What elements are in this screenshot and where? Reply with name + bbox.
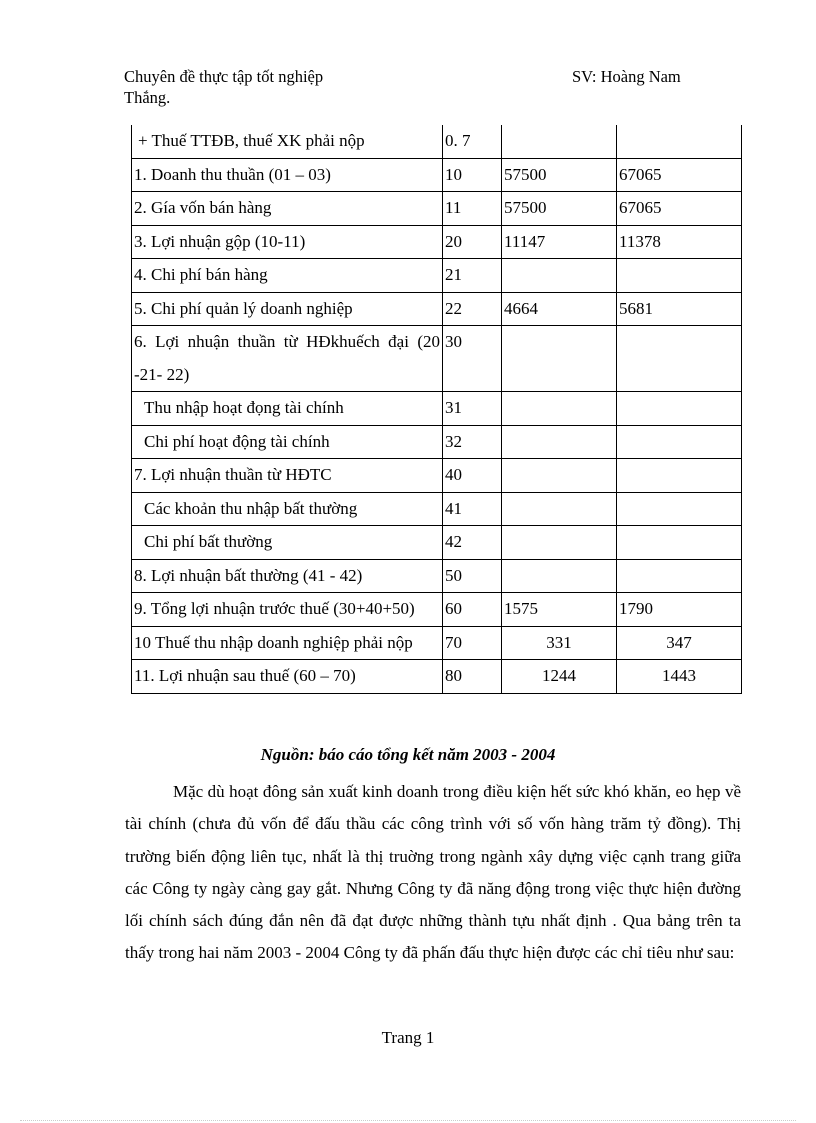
value-2003	[502, 492, 617, 526]
table-row	[132, 626, 742, 660]
row-code: 32	[443, 425, 502, 459]
row-label: 4. Chi phí bán hàng	[132, 259, 443, 293]
row-label: + Thuế TTĐB, thuế XK phải nộp	[132, 125, 443, 158]
row-code: 50	[443, 559, 502, 593]
value-2003	[502, 459, 617, 493]
row-code: 10	[443, 158, 502, 192]
row-label: 5. Chi phí quản lý doanh nghiệp	[132, 292, 443, 326]
row-code: 60	[443, 593, 502, 627]
row-code: 41	[443, 492, 502, 526]
row-label: Các khoản thu nhập bất thường	[132, 492, 443, 526]
value-2004: 67065	[617, 158, 742, 192]
value-2003	[502, 392, 617, 426]
table-row	[132, 492, 742, 526]
value-2003	[502, 125, 617, 158]
value-2004	[617, 559, 742, 593]
table-row	[132, 259, 742, 293]
row-label: 1. Doanh thu thuần (01 – 03)	[132, 158, 443, 192]
row-label: 9. Tổng lợi nhuận trước thuế (30+40+50)	[132, 593, 443, 627]
table-row	[132, 192, 742, 226]
table-row	[132, 392, 742, 426]
row-label: 8. Lợi nhuận bất thường (41 - 42)	[132, 559, 443, 593]
value-2004: 1790	[617, 593, 742, 627]
document-header	[124, 66, 323, 108]
value-2003	[502, 259, 617, 293]
row-code: 20	[443, 225, 502, 259]
value-2003: 57500	[502, 192, 617, 226]
page-bottom-divider	[20, 1120, 796, 1121]
row-label: 7. Lợi nhuận thuần từ HĐTC	[132, 459, 443, 493]
table-row	[132, 225, 742, 259]
value-2004	[617, 526, 742, 560]
value-2003	[502, 526, 617, 560]
value-2004	[617, 425, 742, 459]
value-2003: 1575	[502, 593, 617, 627]
table-row	[132, 125, 742, 158]
body-paragraph: Mặc dù hoạt đông sản xuất kinh doanh trong điều kiện hết sức khó khăn, eo hẹp về tài chính (chưa đủ vốn để đấu thầu các công trình với số vốn hàng trăm tỷ đồng). Thị trường biến động liên tục, nhất là thị truờng trong ngành xây dựng việc cạnh trang giữa các Công ty ngày càng gay gắt. Nhưng Công ty đã năng động trong việc thực hiện đường lối chính sách đúng đắn nên đã đạt được những thành tựu nhất định . Qua bảng trên ta thấy trong hai năm 2003 - 2004 Công ty đã phấn đấu thực hiện được các chỉ tiêu như sau:	[125, 782, 741, 963]
table-row	[132, 158, 742, 192]
row-label: 11. Lợi nhuận sau thuế (60 – 70)	[132, 660, 443, 694]
table-row	[132, 593, 742, 627]
table-row	[132, 459, 742, 493]
value-2003	[502, 326, 617, 392]
value-2003	[502, 559, 617, 593]
value-2004: 11378	[617, 225, 742, 259]
document-title: Chuyên đề thực tập tốt nghiệp	[124, 67, 324, 86]
table-row	[132, 526, 742, 560]
row-code: 70	[443, 626, 502, 660]
row-code: 22	[443, 292, 502, 326]
row-code: 42	[443, 526, 502, 560]
row-code: 80	[443, 660, 502, 694]
row-label: 3. Lợi nhuận gộp (10-11)	[132, 225, 443, 259]
row-code: 31	[443, 392, 502, 426]
table-row	[132, 660, 742, 694]
table-source-caption: Nguồn: báo cáo tổng kết năm 2003 - 2004	[260, 745, 556, 764]
value-2003: 11147	[502, 225, 617, 259]
value-2004	[617, 259, 742, 293]
value-2004: 1443	[617, 660, 742, 694]
page-number: Trang 1	[381, 1028, 435, 1047]
row-label: 2. Gía vốn bán hàng	[132, 192, 443, 226]
value-2003: 331	[502, 626, 617, 660]
row-code: 30	[443, 326, 502, 392]
row-label: Chi phí bất thường	[132, 526, 443, 560]
value-2003: 1244	[502, 660, 617, 694]
table-row	[132, 425, 742, 459]
student-name: SV: Hoàng Nam	[572, 67, 681, 86]
row-label: 6. Lợi nhuận thuần từ HĐkhuếch đại (20 -21- 22)	[132, 326, 443, 392]
row-label: 10 Thuế thu nhập doanh nghiệp phải nộp	[132, 626, 443, 660]
row-code: 21	[443, 259, 502, 293]
value-2004: 347	[617, 626, 742, 660]
document-title-continued: Thắng.	[124, 88, 171, 107]
row-code: 40	[443, 459, 502, 493]
table-row	[132, 326, 742, 392]
row-code: 11	[443, 192, 502, 226]
value-2004	[617, 492, 742, 526]
row-label: Chi phí hoạt động tài chính	[132, 425, 443, 459]
table-row	[132, 559, 742, 593]
value-2004	[617, 326, 742, 392]
row-code: 0. 7	[443, 125, 502, 158]
value-2004	[617, 392, 742, 426]
value-2003: 4664	[502, 292, 617, 326]
value-2004: 5681	[617, 292, 742, 326]
value-2003	[502, 425, 617, 459]
table-row	[132, 292, 742, 326]
value-2004	[617, 459, 742, 493]
income-statement-table	[131, 125, 742, 694]
value-2003: 57500	[502, 158, 617, 192]
value-2004	[617, 125, 742, 158]
value-2004: 67065	[617, 192, 742, 226]
row-label: Thu nhập hoạt đọng tài chính	[132, 392, 443, 426]
